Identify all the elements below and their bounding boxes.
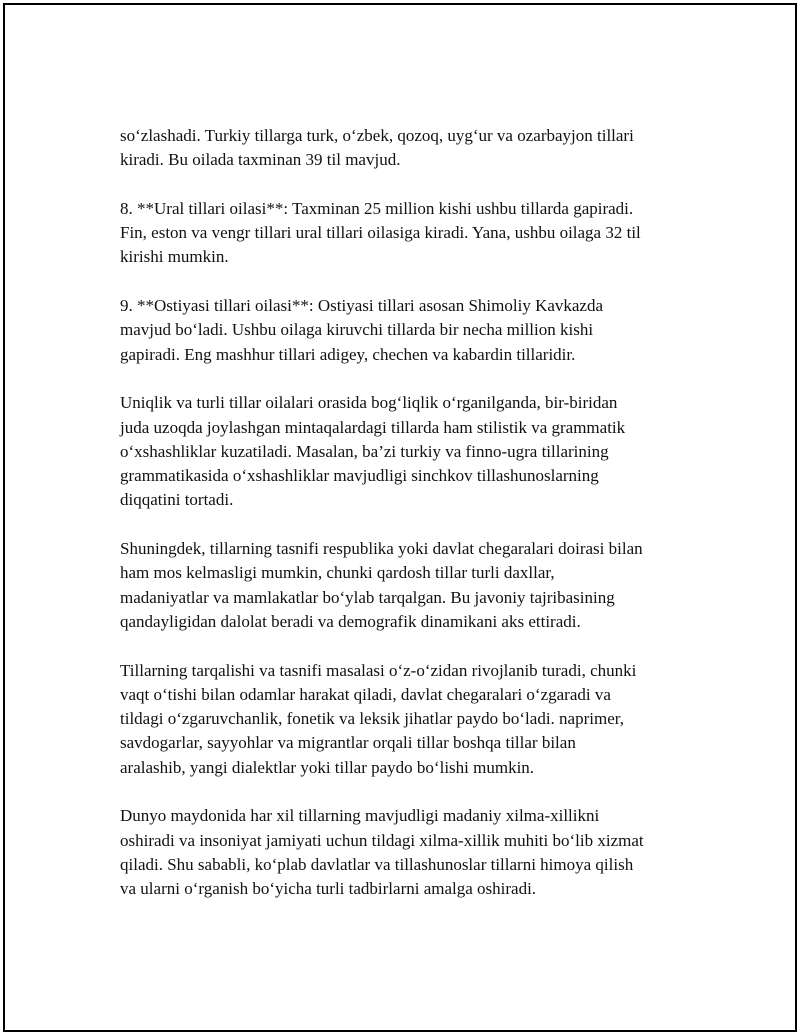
paragraph-turkic-continuation xyxy=(120,124,700,173)
text-line: Dunyo maydonida har xil tillarning mavjudligi madaniy xilma-xillikni xyxy=(120,806,600,826)
text-line: gapiradi. Eng mashhur tillari adigey, chechen va kabardin tillaridir. xyxy=(120,344,576,364)
paragraph-spread xyxy=(120,659,700,780)
text-line: kirishi mumkin. xyxy=(120,247,229,267)
paragraph-borders xyxy=(120,537,700,634)
paragraph-caucasian-family xyxy=(120,294,700,367)
text-line: so‘zlashadi. Turkiy tillarga turk, o‘zbek, qozoq, uyg‘ur va ozarbayjon tillari xyxy=(120,126,634,145)
text-line: o‘xshashliklar kuzatiladi. Masalan, ba’zi turkiy va finno-ugra tillarining xyxy=(120,441,609,461)
text-line: kiradi. Bu oilada taxminan 39 til mavjud. xyxy=(120,150,401,170)
text-line: Shuningdek, tillarning tasnifi respublika yoki davlat chegaralari doirasi bilan xyxy=(120,539,643,559)
document-page xyxy=(3,3,797,1032)
text-line: aralashib, yangi dialektlar yoki tillar paydo bo‘lishi mumkin. xyxy=(120,757,535,777)
paragraph-uralic-family xyxy=(120,197,700,270)
paragraph-similarities xyxy=(120,391,700,512)
paragraph-diversity xyxy=(120,804,700,901)
text-line: madaniyatlar va mamlakatlar bo‘ylab tarqalgan. Bu javoniy tajribasining xyxy=(120,587,615,607)
text-line: Tillarning tarqalishi va tasnifi masalasi o‘z-o‘zidan rivojlanib turadi, chunki xyxy=(120,660,637,680)
text-line: qiladi. Shu sababli, ko‘plab davlatlar va tillashunoslar tillarni himoya qilish xyxy=(120,854,634,874)
text-line: mavjud bo‘ladi. Ushbu oilaga kiruvchi tillarda bir necha million kishi xyxy=(120,320,594,340)
text-line: Fin, eston va vengr tillari ural tillari oilasiga kiradi. Yana, ushbu oilaga 32 til xyxy=(120,223,641,243)
text-line: oshiradi va insoniyat jamiyati uchun tildagi xilma-xillik muhiti bo‘lib xizmat xyxy=(120,830,644,850)
text-line: 8. **Ural tillari oilasi**: Taxminan 25 million kishi ushbu tillarda gapiradi. xyxy=(120,198,634,218)
text-line: vaqt o‘tishi bilan odamlar harakat qiladi, davlat chegaralari o‘zgaradi va xyxy=(120,684,611,704)
text-line: savdogarlar, sayyohlar va migrantlar orqali tillar boshqa tillar bilan xyxy=(120,733,576,753)
text-line: juda uzoqda joylashgan mintaqalardagi tillarda ham stilistik va grammatik xyxy=(120,417,626,437)
text-line: tildagi o‘zgaruvchanlik, fonetik va leksik jihatlar paydo bo‘ladi. naprimer, xyxy=(120,709,624,729)
text-line: 9. **Ostiyasi tillari oilasi**: Ostiyasi tillari asosan Shimoliy Kavkazda xyxy=(120,296,604,316)
text-line: ham mos kelmasligi mumkin, chunki qardosh tillar turli daxllar, xyxy=(120,563,555,583)
text-line: diqqatini tortadi. xyxy=(120,490,234,510)
document-body xyxy=(120,124,700,926)
text-line: Uniqlik va turli tillar oilalari orasida bog‘liqlik o‘rganilganda, bir-biridan xyxy=(120,393,618,413)
text-line: va ularni o‘rganish bo‘yicha turli tadbirlarni amalga oshiradi. xyxy=(120,879,537,899)
text-line: qandayligidan dalolat beradi va demografik dinamikani aks ettiradi. xyxy=(120,611,581,631)
text-line: grammatikasida o‘xshashliklar mavjudligi sinchkov tillashunoslarning xyxy=(120,466,599,486)
